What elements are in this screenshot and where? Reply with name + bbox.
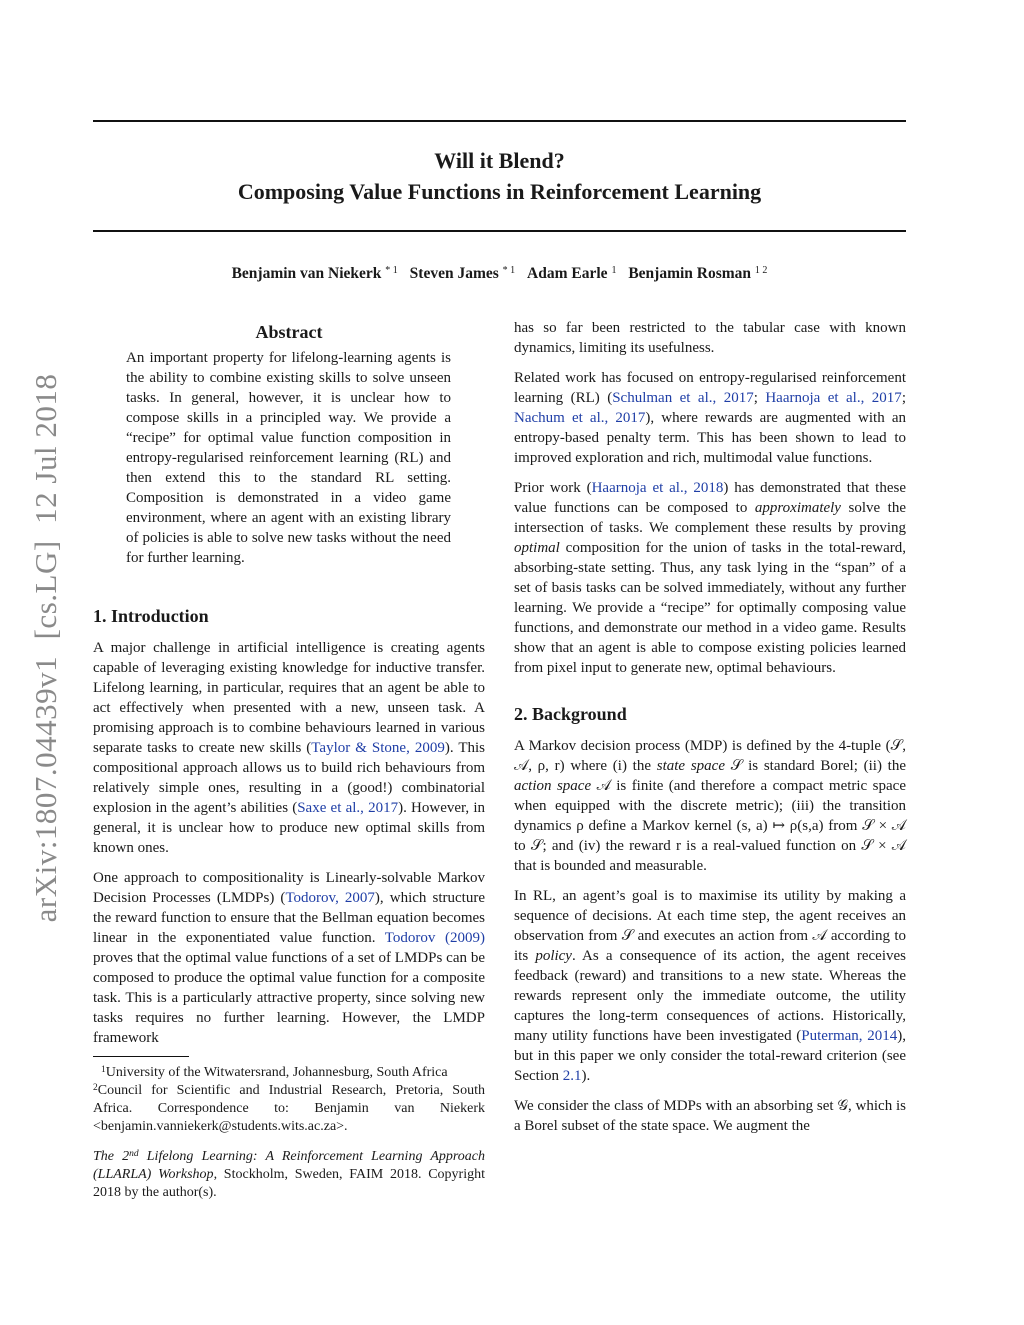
abstract-heading: Abstract (255, 322, 323, 342)
right-paragraph-1: has so far been restricted to the tabular case with known dynamics, limiting its usefulness. (514, 320, 906, 356)
right-column (514, 318, 906, 1136)
background-heading: 2. Background (514, 704, 627, 724)
section-reference-link[interactable]: 2.1 (562, 1068, 582, 1084)
citation-link[interactable]: Schulman et al., 2017 (612, 390, 754, 406)
citation-link[interactable]: Todorov, 2007 (285, 890, 375, 906)
left-column (93, 318, 485, 1048)
author: Benjamin Rosman $^{1 2}$ (628, 265, 768, 282)
author: Steven James $^{* 1}$ (409, 265, 516, 282)
footnotes (93, 1056, 485, 1202)
author-list (93, 264, 906, 284)
author: Adam Earle $^1$ (527, 265, 617, 282)
footnote-affiliation-2: $^2$Council for Scientific and Industrial Research, Pretoria, South Africa. Correspondence to: Benjamin van Niekerk <benjamin.vanniekerk@students.wits.ac.za>. (93, 1083, 485, 1134)
citation-link[interactable]: Saxe et al., 2017 (297, 800, 399, 816)
citation-link[interactable]: Todorov (2009) (384, 930, 485, 946)
citation-link[interactable]: Taylor & Stone, 2009 (311, 740, 445, 756)
author: Benjamin van Niekerk $^{* 1}$ (231, 265, 398, 282)
citation-link[interactable]: Nachum et al., 2017 (514, 410, 646, 426)
related-work-paragraph: Related work has focused on entropy-regularised reinforcement learning (RL) (Schulman et al., 2017; Haarnoja et al., 2017; Nachum et al., 2017), where rewards are augmented with an entropy-based penalty term. This has been shown to lead to improved exploration and rich, multimodal value functions. (514, 370, 906, 466)
intro-paragraph-1: A major challenge in artificial intelligence is creating agents capable of leveraging existing knowledge for inductive transfer. Lifelong learning, in particular, requires that an agent be able to act effectively when presented with a new, unseen task. A promising approach is to combine behaviours learned in various separate tasks to create new skills (Taylor & Stone, 2009). This compositional approach allows us to build rich behaviours from relatively simple ones, resulting in a (good!) combinatorial explosion in the agent’s abilities (Saxe et al., 2017). However, in general, it is unclear how to produce new optimal skills from known ones. (93, 640, 486, 856)
paper-title-line-2: Composing Value Functions in Reinforcement Learning (237, 179, 762, 204)
citation-link[interactable]: Puterman, 2014 (801, 1028, 898, 1044)
prior-work-paragraph: Prior work (Haarnoja et al., 2018) has demonstrated that these value functions can be composed to approximately solve the intersection of tasks. We complement these results by proving optimal composition for the union of tasks in the total-reward, absorbing-state setting. Thus, any task lying in the “span” of a set of basis tasks can be solved immediately, without any further learning. We provide a “recipe” for optimally composing value functions, and demonstrate our method in a video game. Results show that an agent is able to compose existing policies learned from pixel input to generate new, optimal behaviours. (514, 480, 906, 676)
rl-goal-paragraph: In RL, an agent’s goal is to maximise its utility by making a sequence of decisions. At each time step, the agent receives an observation from 𝒮 and executes an action from 𝒜 according to its policy. As a consequence of its action, the agent receives feedback (reward) and transitions to a new state. Whereas the rewards represent only the immediate outcome, the utility captures the long-term consequences of actions. Historically, many utility functions have been investigated (Puterman, 2014), but in this paper we only consider the total-reward criterion (see Section 2.1). (514, 888, 906, 1084)
footnote-rule (93, 1056, 189, 1057)
intro-paragraph-2: One approach to compositionality is Linearly-solvable Markov Decision Processes (LMDPs) (Todorov, 2007), which structure the reward function to ensure that the Bellman equation becomes linear in the exponentiated value function. Todorov (2009) proves that the optimal value functions of a set of LMDPs can be composed to produce the optimal value function for a composite task. This is a particularly attractive property, since solving new tasks requires no further learning. However, the LMDP framework (93, 870, 485, 1046)
abstract-text: An important property for lifelong-learning agents is the ability to combine existing skills to solve unseen tasks. In general, however, it is unclear how to compose skills in a principled way. We provide a “recipe” for optimal value function composition in entropy-regularised reinforcement learning (RL) and then extend this to the standard RL setting. Composition is demonstrated in a video game environment, where an agent with an existing library of policies is able to solve new tasks without the need for further learning. (126, 350, 451, 566)
arxiv-identifier-stamp: arXiv:1807.04439v1 [cs.LG] 12 Jul 2018 (28, 373, 63, 923)
mdp-definition-paragraph: A Markov decision process (MDP) is defined by the 4-tuple (𝒮, 𝒜, ρ, r) where (i) the state space 𝒮 is standard Borel; (ii) the action space 𝒜 is finite (and therefore a compact metric space when equipped with the discrete metric); (iii) the transition dynamics ρ define a Markov kernel (s, a) ↦ ρ(s,a) from 𝒮 × 𝒜 to 𝒮; and (iv) the reward r is a real-valued function on 𝒮 × 𝒜 that is bounded and measurable. (514, 738, 907, 874)
citation-link[interactable]: Haarnoja et al., 2018 (591, 480, 724, 496)
absorbing-set-paragraph: We consider the class of MDPs with an absorbing set 𝒢, which is a Borel subset of the state space. We augment the (514, 1098, 906, 1134)
citation-link[interactable]: Haarnoja et al., 2017 (765, 390, 902, 406)
introduction-heading: 1. Introduction (93, 606, 209, 626)
footnote-affiliation-1: $^1$University of the Witwatersrand, Johannesburg, South Africa (101, 1065, 448, 1080)
workshop-notice: The 2nd Lifelong Learning: A Reinforcement Learning Approach (LLARLA) Workshop, Stockholm, Sweden, FAIM 2018. Copyright 2018 by the author(s). (93, 1149, 486, 1200)
title-rule-bottom (93, 230, 906, 232)
title-rule-top (93, 120, 906, 122)
paper-title-line-1: Will it Blend? (434, 148, 565, 173)
